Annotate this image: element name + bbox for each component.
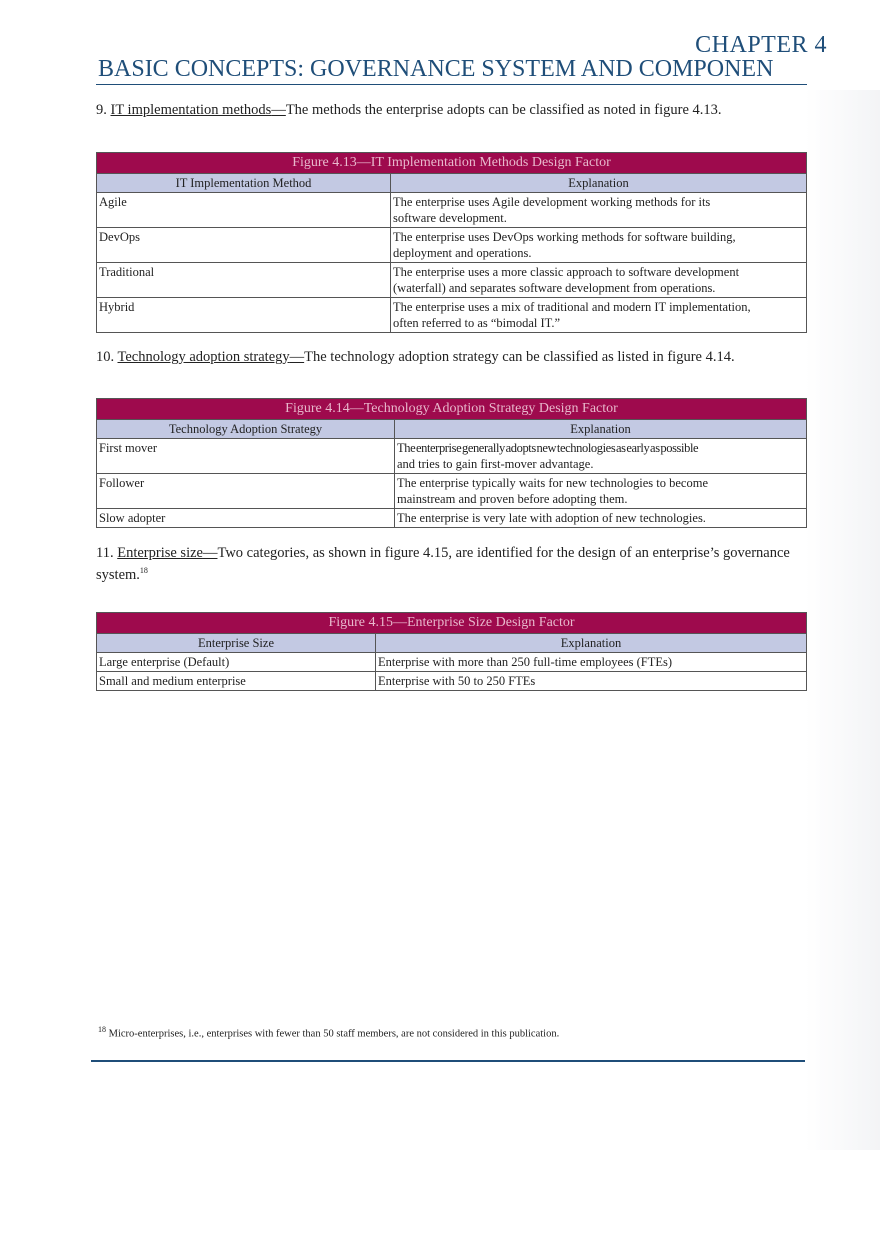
column-header: Explanation: [376, 634, 807, 653]
page-edge-shade: [805, 90, 880, 1150]
size-explanation: Enterprise with 50 to 250 FTEs: [376, 672, 807, 691]
strategy-explanation: The enterprise is very late with adoption of new technologies.: [395, 509, 807, 528]
column-header: Explanation: [391, 174, 807, 193]
header-divider: [96, 84, 807, 85]
chapter-title: BASIC CONCEPTS: GOVERNANCE SYSTEM AND COMPONEN: [98, 56, 774, 82]
method-explanation: The enterprise uses a more classic approach to software development (waterfall) and separates software development from operations.: [391, 263, 807, 298]
footnote-reference[interactable]: 18: [139, 566, 148, 575]
size-explanation: Enterprise with more than 250 full-time employees (FTEs): [376, 653, 807, 672]
column-header: Technology Adoption Strategy: [97, 420, 395, 439]
section-10-term: Technology adoption strategy—: [117, 349, 305, 365]
figure-4-13-table: [96, 152, 807, 333]
section-11-number: 11.: [96, 545, 114, 561]
section-10-paragraph: [96, 348, 808, 366]
section-9-number: 9.: [96, 102, 107, 118]
column-header: Enterprise Size: [97, 634, 376, 653]
column-header: Explanation: [395, 420, 807, 439]
chapter-label: CHAPTER 4: [695, 32, 827, 58]
size-name: Large enterprise (Default): [97, 653, 376, 672]
section-9-text: The methods the enterprise adopts can be classified as noted in figure 4.13.: [285, 102, 722, 118]
figure-4-14-caption: Figure 4.14—Technology Adoption Strategy Design Factor: [97, 399, 807, 420]
figure-4-13-caption: Figure 4.13—IT Implementation Methods Design Factor: [97, 153, 807, 174]
method-explanation: The enterprise uses a mix of traditional and modern IT implementation, often referred to as “bimodal IT.”: [391, 298, 807, 333]
method-name: DevOps: [97, 228, 391, 263]
method-name: Agile: [97, 193, 391, 228]
table-row: [97, 298, 807, 333]
column-header: IT Implementation Method: [97, 174, 391, 193]
section-10-number: 10.: [96, 349, 115, 365]
strategy-explanation: The enterprise typically waits for new technologies to become mainstream and proven before adopting them.: [395, 474, 807, 509]
table-row: [97, 193, 807, 228]
table-row: [97, 672, 807, 691]
method-name: Traditional: [97, 263, 391, 298]
section-11-term: Enterprise size—: [117, 545, 218, 561]
section-9-term: IT implementation methods—: [110, 102, 286, 118]
footnote: [98, 1025, 559, 1040]
section-11-text: Two categories, as shown in figure 4.15, are identified for the design of an enterprise’s governance system.: [96, 545, 790, 583]
size-name: Small and medium enterprise: [97, 672, 376, 691]
strategy-explanation: The enterprise generally adopts new technologies as early as possible and tries to gain first-mover advantage.: [395, 439, 807, 474]
figure-4-14-table: [96, 398, 807, 528]
table-row: [97, 439, 807, 474]
footer-divider: [91, 1060, 805, 1062]
strategy-name: First mover: [97, 439, 395, 474]
method-name: Hybrid: [97, 298, 391, 333]
method-explanation: The enterprise uses DevOps working methods for software building, deployment and operations.: [391, 228, 807, 263]
table-row: [97, 263, 807, 298]
figure-4-15-caption: Figure 4.15—Enterprise Size Design Factor: [97, 613, 807, 634]
section-11-paragraph: [96, 544, 808, 584]
section-10-text: The technology adoption strategy can be classified as listed in figure 4.14.: [304, 349, 735, 365]
footnote-mark: 18: [98, 1025, 106, 1034]
section-9-paragraph: [96, 101, 808, 119]
strategy-name: Follower: [97, 474, 395, 509]
table-row: [97, 228, 807, 263]
table-row: [97, 474, 807, 509]
method-explanation: The enterprise uses Agile development working methods for its software development.: [391, 193, 807, 228]
table-row: [97, 653, 807, 672]
footnote-text: Micro-enterprises, i.e., enterprises with fewer than 50 staff members, are not considered in this publication.: [108, 1028, 560, 1040]
strategy-name: Slow adopter: [97, 509, 395, 528]
figure-4-15-table: [96, 612, 807, 691]
table-row: [97, 509, 807, 528]
